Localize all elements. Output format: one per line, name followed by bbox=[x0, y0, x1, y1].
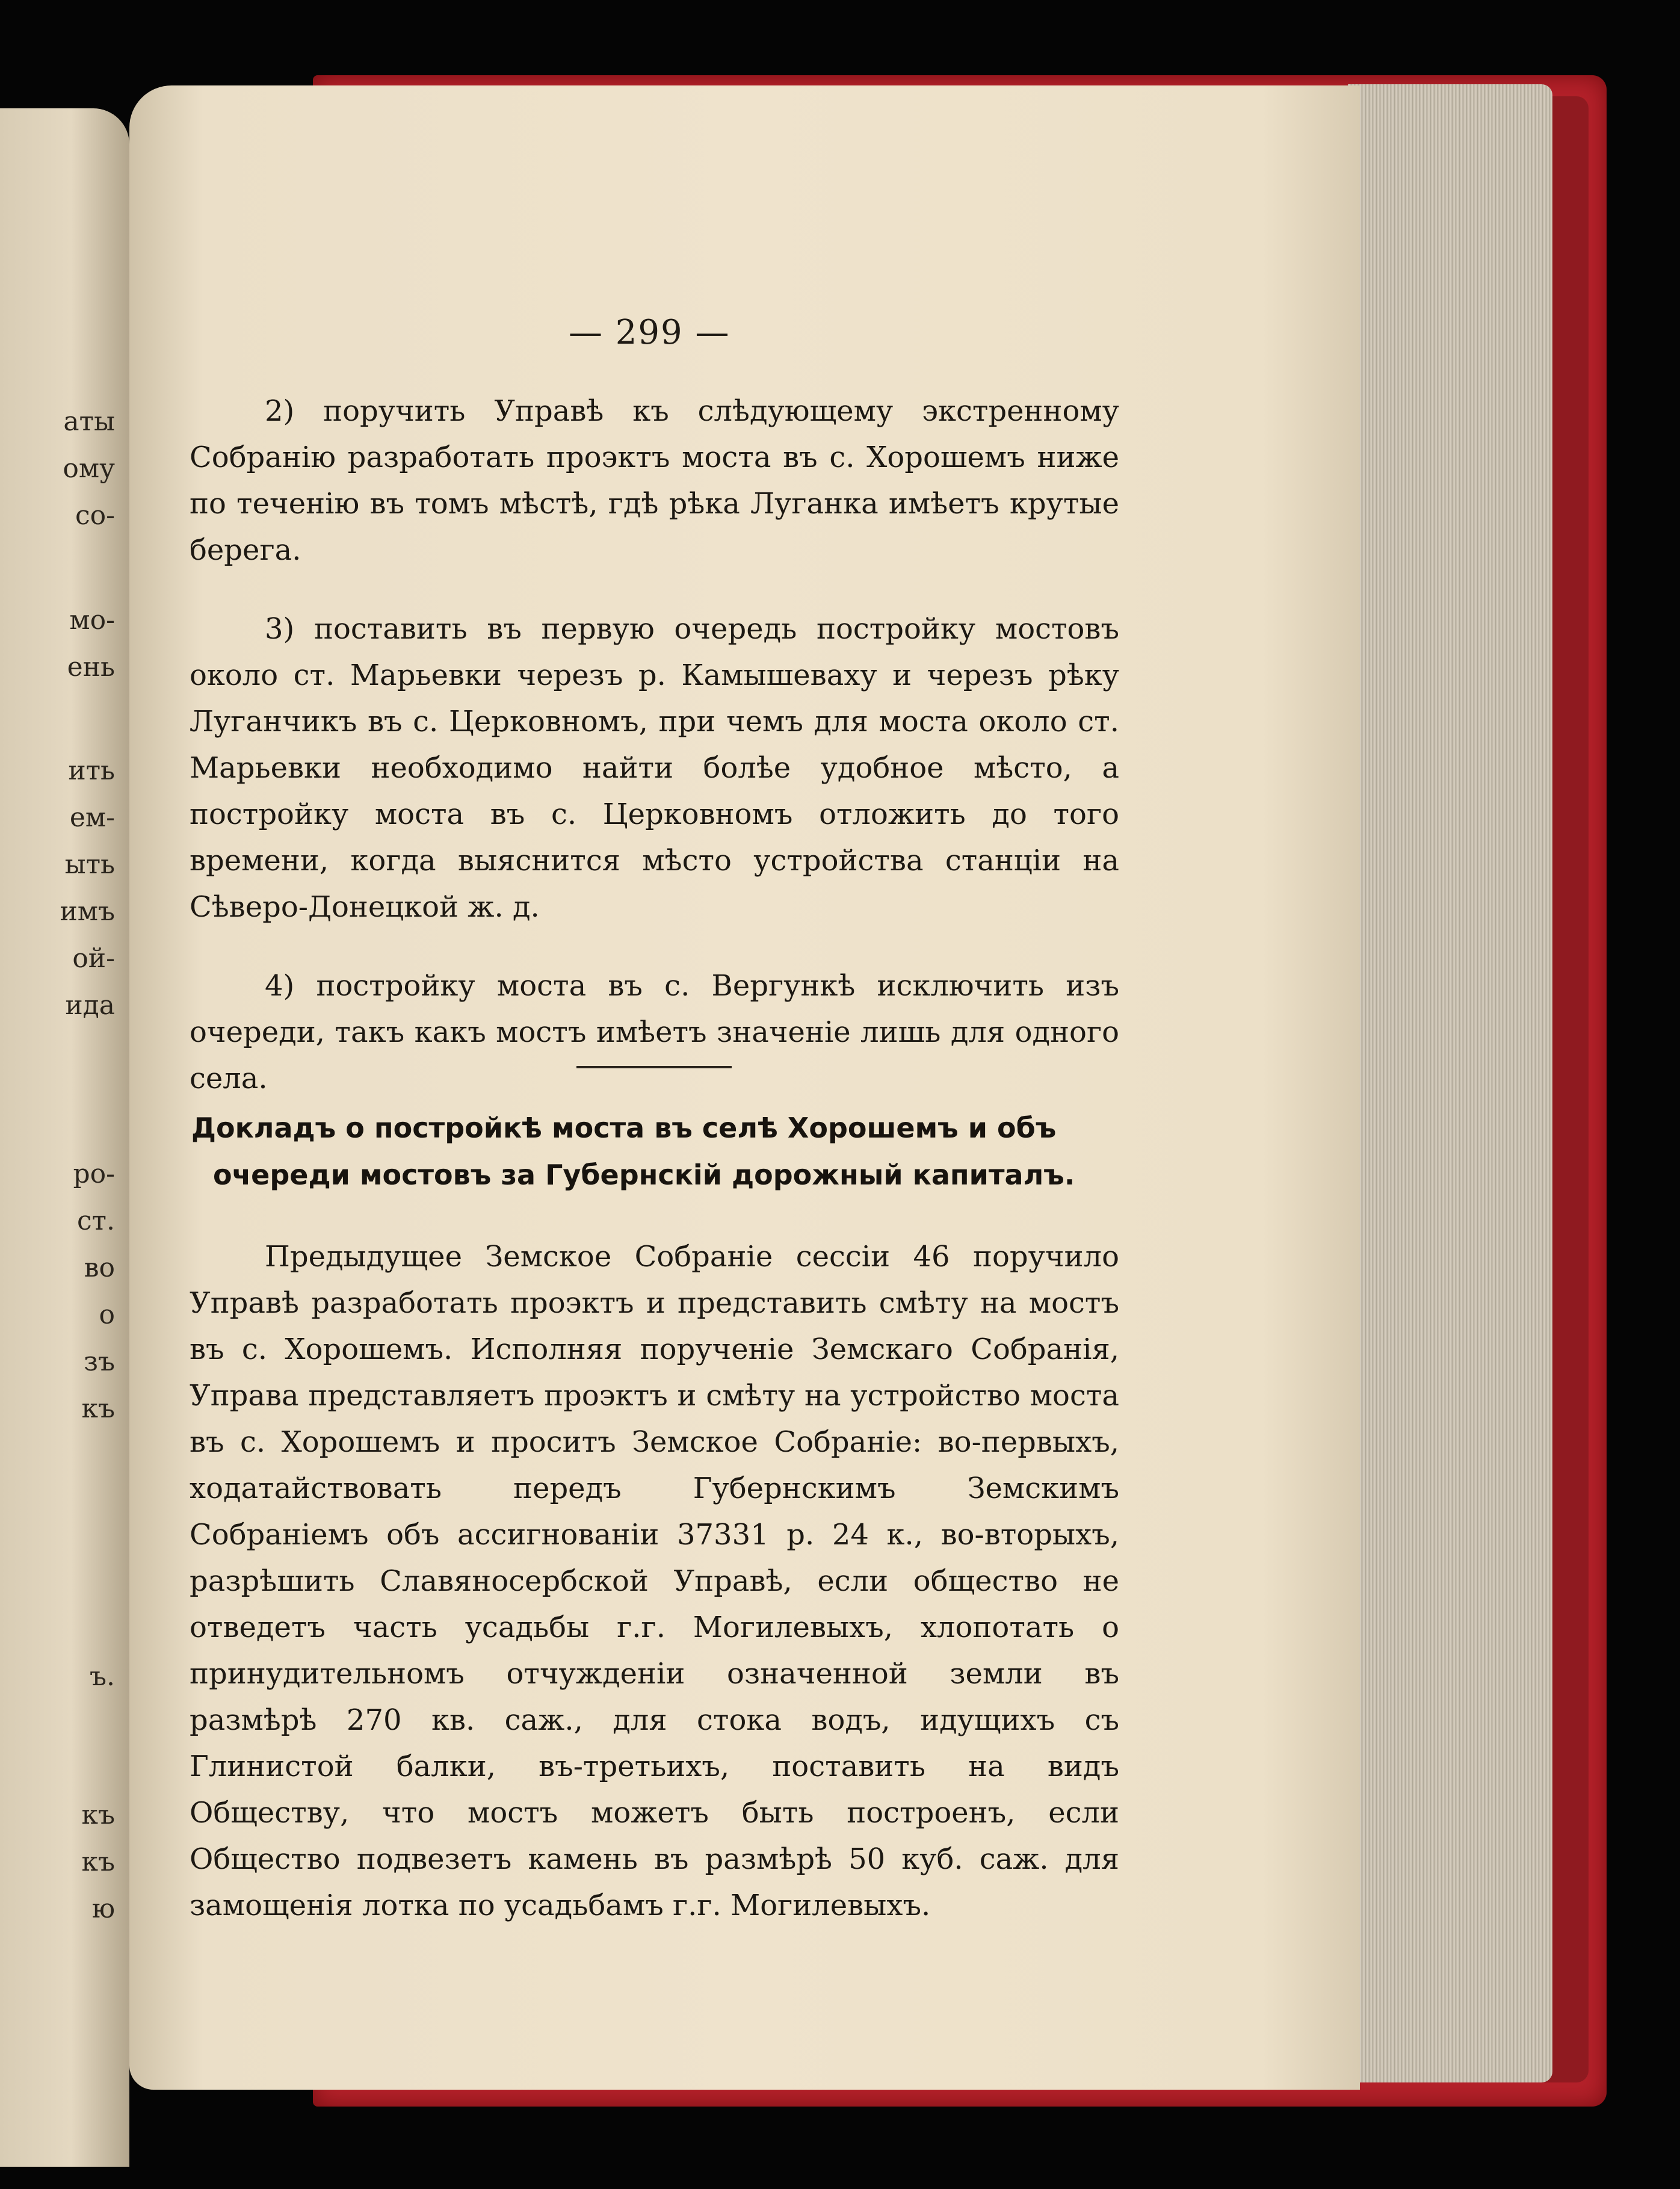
left-page-fragment: имъ bbox=[60, 896, 115, 927]
left-page bbox=[0, 108, 129, 2167]
resolution-list bbox=[190, 388, 1119, 1102]
left-page-fragment: ю bbox=[91, 1893, 115, 1924]
left-page-fragment: къ bbox=[81, 1847, 115, 1877]
left-page-fragment: о bbox=[99, 1299, 115, 1330]
section-heading bbox=[191, 1104, 1121, 1198]
report-paragraph: Предыдущее Земское Собраніе сессіи 46 поручило Управѣ разработать проэктъ и представить смѣту на мостъ въ с. Хорошемъ. Исполняя порученіе Земскаго Собранія, Управа представляетъ проэктъ и смѣту на устройство моста въ с. Хорошемъ и проситъ Земское Собраніе: во-первыхъ, ходатайствовать передъ Губернскимъ Земскимъ Собраніемъ объ ассигнованіи 37331 р. 24 к., во-вторыхъ, разрѣшить Славяносербской Управѣ, если общество не отведетъ часть усадьбы г.г. Могилевыхъ, хлопотать о принудительномъ отчужденіи означенной земли въ размѣрѣ 270 кв. саж., для стока водъ, идущихъ съ Глинистой балки, въ-третьихъ, поставить на видъ Обществу, что мостъ можетъ быть построенъ, если Общество подвезетъ камень въ размѣрѣ 50 куб. саж. для замощенія лотка по усадьбамъ г.г. Могилевыхъ. bbox=[190, 1240, 1119, 1922]
left-page-fragment: ро- bbox=[73, 1159, 115, 1189]
section-divider bbox=[576, 1066, 732, 1068]
left-page-fragment: ыть bbox=[64, 849, 115, 880]
page-number: — 299 — bbox=[569, 313, 730, 352]
left-page-fragment: къ bbox=[81, 1800, 115, 1830]
left-page-fragment: мо- bbox=[69, 605, 115, 636]
resolution-item-2: 2) поручить Управѣ къ слѣдующему экстренному Собранію разработать проэктъ моста въ с. Хорошемъ ниже по теченію въ томъ мѣстѣ, гдѣ рѣка Луганка имѣетъ крутые берега. bbox=[190, 394, 1119, 567]
report-body bbox=[190, 1234, 1119, 1929]
left-page-fragment: аты bbox=[63, 406, 115, 437]
left-page-fragment: ъ. bbox=[90, 1661, 115, 1692]
left-page-fragment: къ bbox=[81, 1393, 115, 1424]
resolution-item-4: 4) постройку моста въ с. Вергункѣ исключить изъ очереди, такъ какъ мостъ имѣетъ значеніе лишь для одного села. bbox=[190, 969, 1119, 1095]
left-page-fragment: ем- bbox=[69, 802, 115, 833]
page-edges bbox=[1348, 84, 1552, 2082]
left-page-fragment: зъ bbox=[84, 1346, 115, 1377]
left-page-fragment: во bbox=[84, 1252, 115, 1283]
resolution-item-3: 3) поставить въ первую очередь постройку мостовъ около ст. Марьевки черезъ р. Камышеваху и черезъ рѣку Луганчикъ въ с. Церковномъ, при чемъ для моста около ст. Марьевки необходимо найти болѣе удобное мѣсто, а постройку моста въ с. Церковномъ отложить до того времени, когда выяснится мѣсто устройства станціи на Сѣверо-Донецкой ж. д. bbox=[190, 612, 1119, 924]
left-page-fragment: ень bbox=[67, 652, 115, 683]
section-heading-line-1: Докладъ о постройкѣ моста въ селѣ Хорошемъ и объ bbox=[191, 1112, 1057, 1144]
section-heading-line-2: очереди мостовъ за Губернскій дорожный капиталъ. bbox=[213, 1159, 1075, 1191]
left-page-fragment: ому bbox=[63, 453, 115, 484]
left-page-fragment: со- bbox=[75, 500, 115, 531]
left-page-fragment: ить bbox=[68, 755, 115, 786]
left-page-fragment: ст. bbox=[77, 1206, 115, 1236]
left-page-fragment: ой- bbox=[72, 943, 115, 974]
left-page-fragment: ида bbox=[65, 990, 115, 1021]
